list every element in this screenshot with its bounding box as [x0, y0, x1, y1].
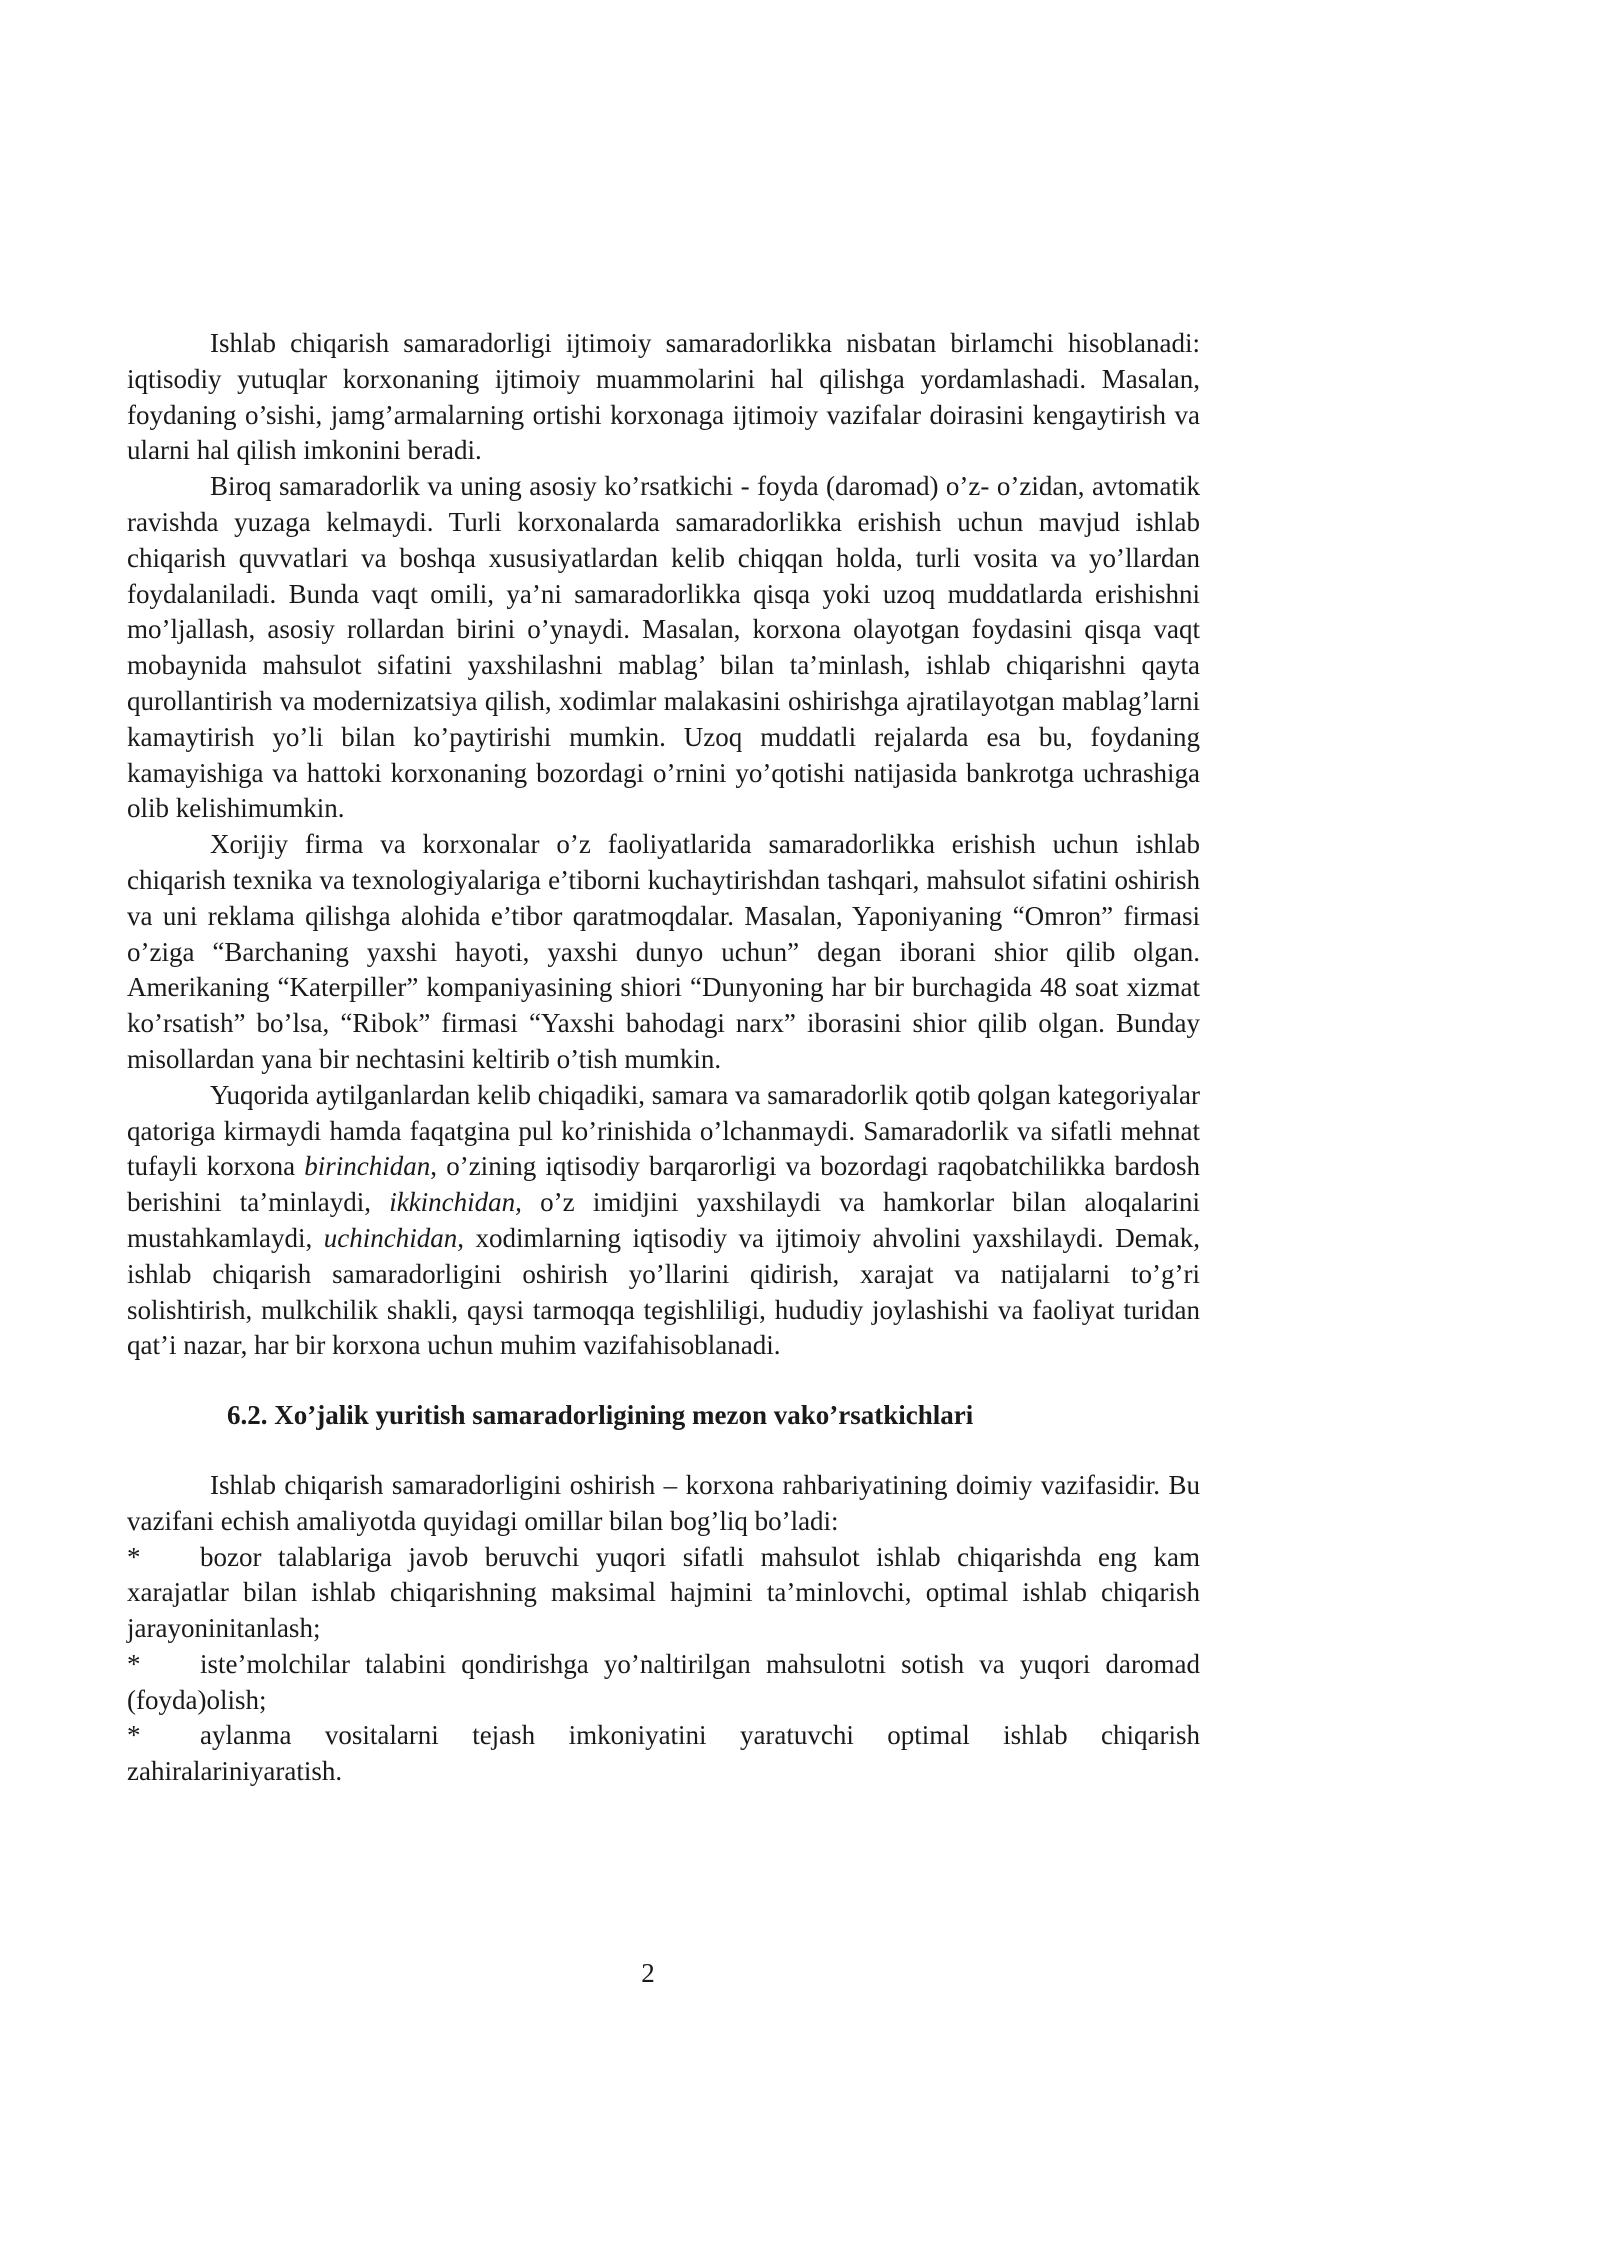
page-content — [127, 326, 1200, 1790]
paragraph-4 — [127, 1078, 1200, 1364]
list-item-text: aylanma vositalarni tejash imkoniyatini yaratuvchi optimal ishlab chiqarish zahiralariniyaratish. — [127, 1720, 1200, 1787]
bullet-marker: * — [127, 1541, 141, 1572]
paragraph-2: Biroq samaradorlik va uning asosiy ko’rsatkichi - foyda (daromad) o’z- o’zidan, avtomatik ravishda yuzaga kelmaydi. Turli korxonalarda samaradorlikka erishish uchun mavjud ishlab chiqarish quvvatlari va boshqa xususiyatlardan kelib chiqqan holda, turli vosita va yo’llardan foydalaniladi. Bunda vaqt omili, ya’ni samaradorlikka qisqa yoki uzoq muddatlarda erishishni mo’ljallash, asosiy rollardan birini o’ynaydi. Masalan, korxona olayotgan foydasini qisqa vaqt mobaynida mahsulot sifatini yaxshilashni mablag’ bilan ta’minlash, ishlab chiqarishni qayta qurollantirish va modernizatsiya qilish, xodimlar malakasini oshirishga ajratilayotgan mablag’larni kamaytirish yo’li bilan ko’paytirishi mumkin. Uzoq muddatli rejalarda esa bu, foydaning kamayishiga va hattoki korxonaning bozordagi o’rnini yo’qotishi natijasida bankrotga uchrashiga olib kelishimumkin. — [127, 471, 1200, 824]
emphasis-uchinchidan: uchinchidan — [323, 1222, 458, 1253]
paragraph-4-part-1: Yuqorida aytilganlardan kelib chiqadiki, samara va samaradorlik qotib qolgan kategoriyalar qatoriga kirmaydi hamda faqatgina pul ko’rinishida o’lchanmaydi. Samaradorlik va sifatli mehnat tufayli korxona — [127, 1079, 1200, 1182]
list-item — [127, 1540, 1200, 1647]
section-heading: 6.2. Xo’jalik yuritish samaradorligining mezon vako’rsatkichlari — [227, 1400, 974, 1431]
emphasis-birinchidan: birinchidan — [304, 1151, 431, 1182]
page-number: 2 — [641, 1958, 655, 1988]
paragraph-4-part-4: , xodimlarning iqtisodiy va ijtimoiy ahvolini yaxshilaydi. Demak, ishlab chiqarish samaradorligini oshirish yo’llarini qidirish, xarajat va natijalarni to’g’ri solishtirish, mulkchilik shakli, qaysi tarmoqqa tegishliligi, hududiy joylashishi va faoliyat turidan qat’i nazar, har bir korxona uchun muhim vazifahisoblanadi. — [127, 1222, 1200, 1361]
paragraph-3: Xorijiy firma va korxonalar o’z faoliyatlarida samaradorlikka erishish uchun ishlab chiqarish texnika va texnologiyalariga e’tiborni kuchaytirishdan tashqari, mahsulot sifatini oshirish va uni reklama qilishga alohida e’tibor qaratmoqdalar. Masalan, Yaponiyaning “Omron” firmasi o’ziga “Barchaning yaxshi hayoti, yaxshi dunyo uchun” degan iborani shior qilib olgan. Amerikaning “Katerpiller” kompaniyasining shiori “Dunyoning har bir burchagida 48 soat xizmat ko’rsatish” bo’lsa, “Ribok” firmasi “Yaxshi bahodagi narx” iborasini shior qilib olgan. Bunday misollardan yana bir nechtasini keltirib o’tish mumkin. — [127, 829, 1200, 1074]
list-item — [127, 1718, 1200, 1790]
emphasis-ikkinchidan: ikkinchidan, — [389, 1187, 522, 1218]
list-item-text: iste’molchilar talabini qondirishga yo’naltirilgan mahsulotni sotish va yuqori daromad (foyda)olish; — [127, 1648, 1200, 1715]
paragraph-4-part-3: o’z imidjini yaxshilaydi va hamkorlar bilan aloqalarini mustahkamlaydi, — [127, 1187, 1200, 1253]
paragraph-1: Ishlab chiqarish samaradorligi ijtimoiy samaradorlikka nisbatan birlamchi hisoblanadi: iqtisodiy yutuqlar korxonaning ijtimoiy muammolarini hal qilishga yordamlashadi. Masalan, foydaning o’sishi, jamg’armalarning ortishi korxonaga ijtimoiy vazifalar doirasini kengaytirish va ularni hal qilish imkonini beradi. — [127, 328, 1200, 466]
paragraph-4-part-2: , o’zining iqtisodiy barqarorligi va bozordagi raqobatchilikka bardosh berishini ta’minlaydi, — [127, 1151, 1200, 1218]
list-item — [127, 1647, 1200, 1719]
bullet-marker: * — [127, 1720, 141, 1751]
list-item-text: bozor talablariga javob beruvchi yuqori sifatli mahsulot ishlab chiqarishda eng kam xarajatlar bilan ishlab chiqarishning maksimal hajmini ta’minlovchi, optimal ishlab chiqarish jarayoninitanlash; — [127, 1541, 1200, 1644]
section-intro: Ishlab chiqarish samaradorligini oshirish – korxona rahbariyatining doimiy vazifasidir. Bu vazifani echish amaliyotda quyidagi omillar bilan bog’liq bo’ladi: — [127, 1469, 1200, 1536]
bullet-marker: * — [127, 1648, 141, 1679]
